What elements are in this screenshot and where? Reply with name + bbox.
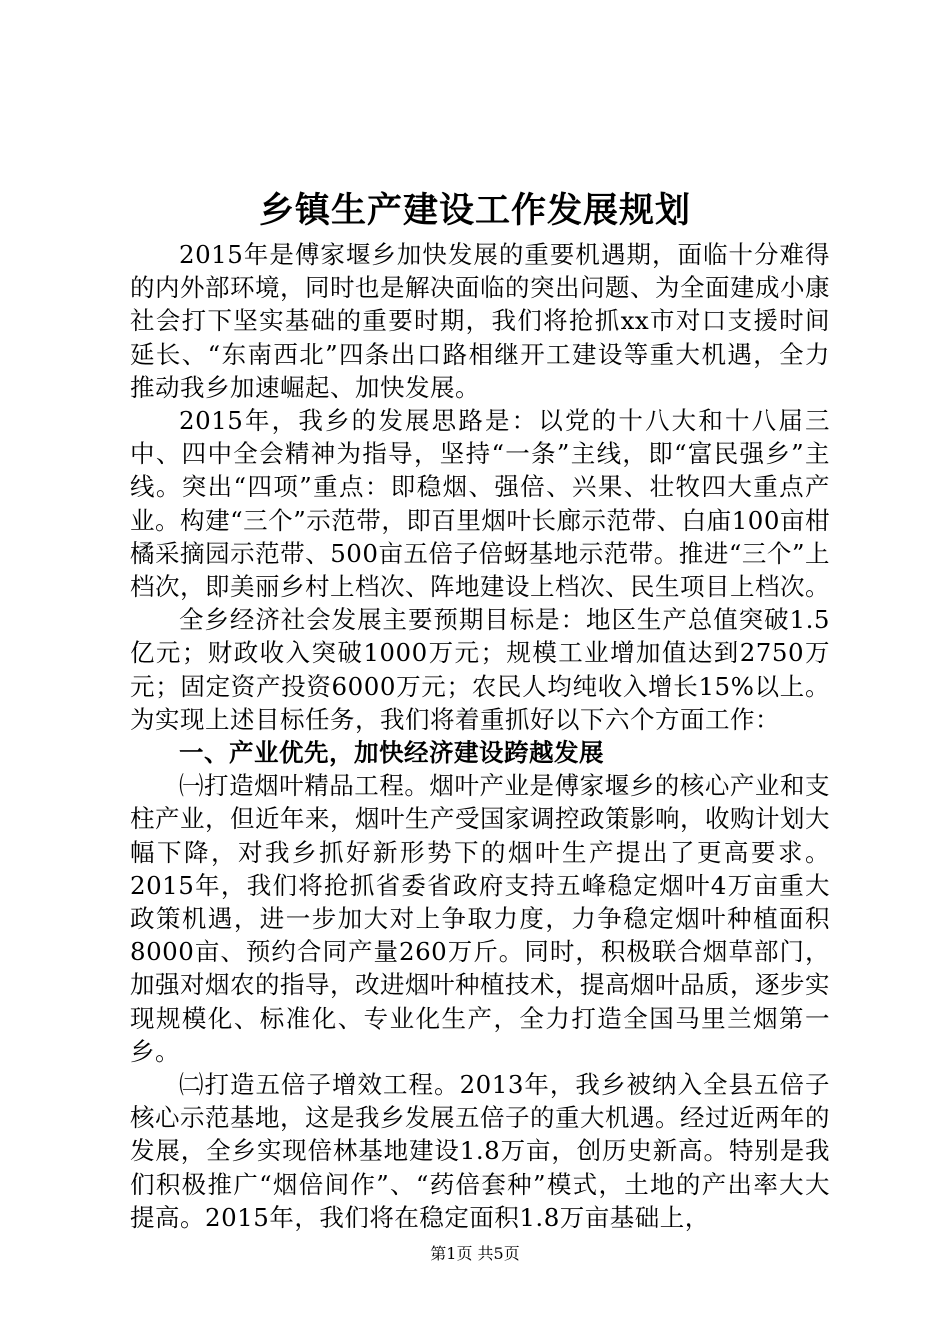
section-heading: 一、产业优先，加快经济建设跨越发展 [179, 738, 604, 768]
paragraph-development-thinking: 2015年，我乡的发展思路是：以党的十八大和十八届三中、四中全会精神为指导，坚持“一条”主线，即“富民强乡”主线。突出“四项”重点：即稳烟、强倍、兴果、壮牧四大重点产业。构建“三个”示范带，即百里烟叶长廊示范带、白庙100亩柑橘采摘园示范带、500亩五倍子倍蚜基地示范带。推进“三个”上档次，即美丽乡村上档次、阵地建设上档次、民生项目上档次。 [130, 406, 830, 602]
paragraph-intro: 2015年是傅家堰乡加快发展的重要机遇期，面临十分难得的内外部环境，同时也是解决面临的突出问题、为全面建成小康社会打下坚实基础的重要时期，我们将抢抓xx市对口支援时间延长、“东南西北”四条出口路相继开工建设等重大机遇，全力推动我乡加速崛起、加快发展。 [130, 240, 830, 402]
document-title: 乡镇生产建设工作发展规划 [258, 190, 691, 231]
page-footer: 第1页 共5页 [430, 1244, 520, 1263]
document-body [130, 238, 830, 1234]
paragraph-targets: 全乡经济社会发展主要预期目标是：地区生产总值突破1.5亿元；财政收入突破1000万元；规模工业增加值达到2750万元；固定资产投资6000万元；农民人均纯收入增长15%以上。为实现上述目标任务，我们将着重抓好以下六个方面工作： [130, 605, 830, 734]
paragraph-gallnut-project: ㈡打造五倍子增效工程。2013年，我乡被纳入全县五倍子核心示范基地，这是我乡发展五倍子的重大机遇。经过近两年的发展，全乡实现倍林基地建设1.8万亩，创历史新高。特别是我们积极推广“烟倍间作”、“药倍套种”模式，土地的产出率大大提高。2015年，我们将在稳定面积1.8万亩基础上， [130, 1070, 830, 1232]
paragraph-tobacco-project: ㈠打造烟叶精品工程。烟叶产业是傅家堰乡的核心产业和支柱产业，但近年来，烟叶生产受国家调控政策影响，收购计划大幅下降，对我乡抓好新形势下的烟叶生产提出了更高要求。2015年，我们将抢抓省委省政府支持五峰稳定烟叶4万亩重大政策机遇，进一步加大对上争取力度，力争稳定烟叶种植面积8000亩、预约合同产量260万斤。同时，积极联合烟草部门，加强对烟农的指导，改进烟叶种植技术，提高烟叶品质，逐步实现规模化、标准化、专业化生产，全力打造全国马里兰烟第一乡。 [130, 771, 830, 1066]
